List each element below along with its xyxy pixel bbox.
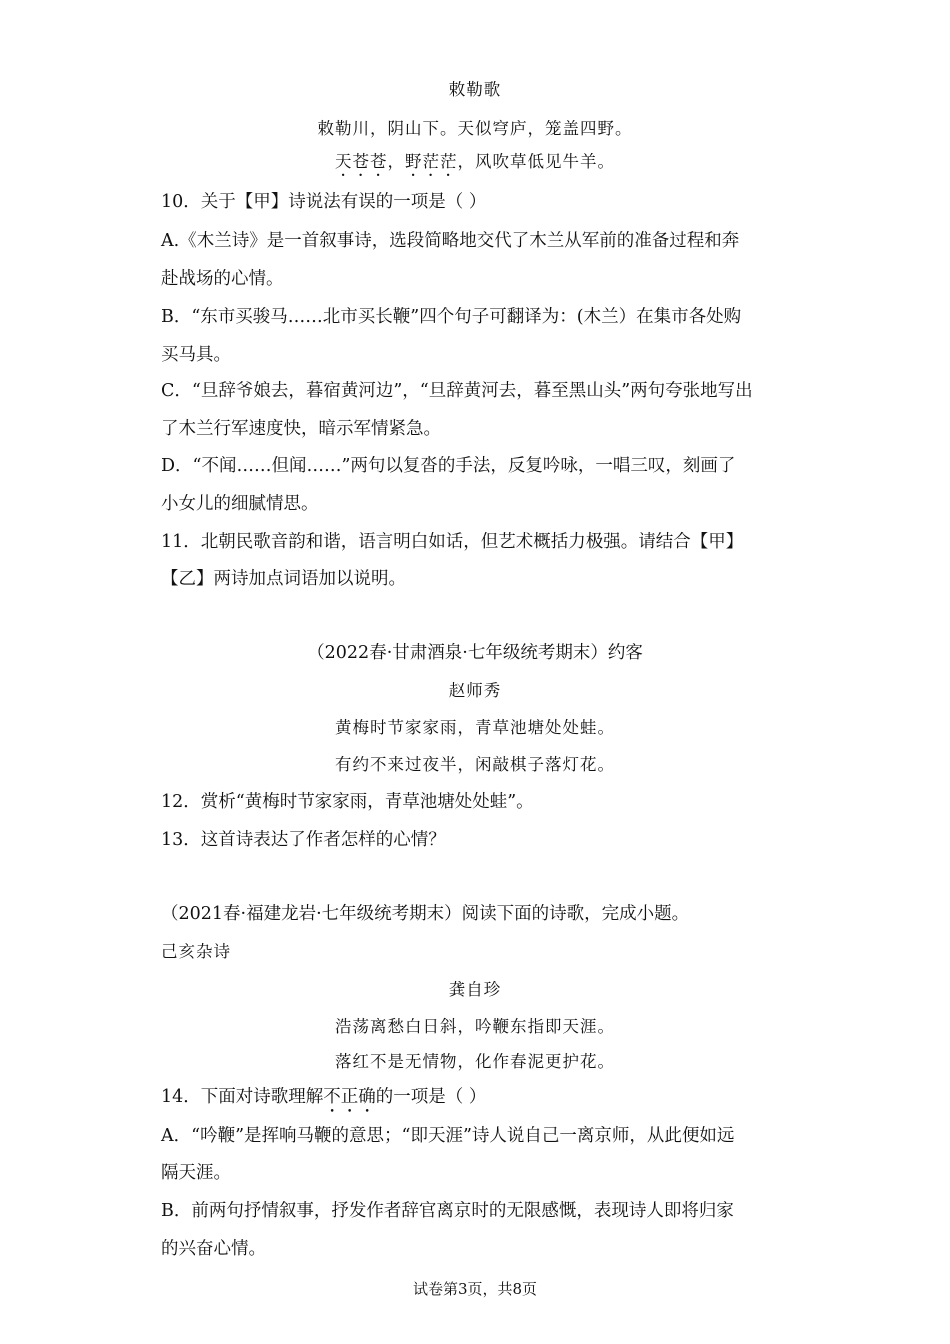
q10-option-a-cont: 赴战场的心情。 xyxy=(161,269,284,289)
poem-author-yueke: 赵师秀 xyxy=(448,681,502,700)
q13-stem: 13．这首诗表达了作者怎样的心情？ xyxy=(161,830,446,850)
q10-option-c-cont: 了木兰行军速度快，暗示军情紧急。 xyxy=(161,419,441,439)
q10-option-c: C．“旦辞爷娘去，暮宿黄河边”，“旦辞黄河去，暮至黑山头”两句夸张地写出 xyxy=(161,381,753,401)
q10-option-b-cont: 买马具。 xyxy=(161,345,231,365)
poem-author-jihai: 龚自珍 xyxy=(448,980,502,999)
text-rest: ，风吹草低见牛羊。 xyxy=(457,152,615,171)
poem-source-jihai: （2021春·福建龙岩·七年级统考期末）阅读下面的诗歌，完成小题。 xyxy=(161,904,690,924)
q11-stem-cont: 【乙】两诗加点词语加以说明。 xyxy=(161,569,406,589)
q10-stem: 10．关于【甲】诗说法有误的一项是（ ） xyxy=(161,192,487,212)
poem-line-1: 黄梅时节家家雨，青草池塘处处蛙。 xyxy=(335,718,615,737)
poem-line-1: 浩荡离愁白日斜，吟鞭东指即天涯。 xyxy=(335,1017,615,1036)
text-sep: ， xyxy=(387,152,405,171)
poem-line-1: 敕勒川，阴山下。天似穹庐，笼盖四野。 xyxy=(317,119,633,138)
poem-line-2 xyxy=(0,150,950,180)
q11-stem: 11．北朝民歌音韵和谐，语言明白如话，但艺术概括力极强。请结合【甲】 xyxy=(161,532,744,552)
poem-line-2: 落红不是无情物，化作春泥更护花。 xyxy=(335,1052,615,1071)
poem-title-chile: 敕勒歌 xyxy=(448,80,502,99)
poem-source-yueke: （2022春·甘肃酒泉·七年级统考期末）约客 xyxy=(307,643,643,663)
q14-option-b-cont: 的兴奋心情。 xyxy=(161,1239,266,1259)
q10-option-b: B．“东市买骏马……北市买长鞭”四个句子可翻译为：(木兰）在集市各处购 xyxy=(161,307,742,327)
q14-option-b: B．前两句抒情叙事，抒发作者辞官离京时的无限感慨，表现诗人即将归家 xyxy=(161,1201,734,1221)
dotted-word: 野茫茫 xyxy=(405,152,458,171)
poem-line-2: 有约不来过夜半，闲敲棋子落灯花。 xyxy=(335,755,615,774)
q14-stem xyxy=(161,1085,821,1117)
dotted-word: 天苍苍 xyxy=(335,152,388,171)
q14-stem-b: 的一项是（ ） xyxy=(375,1087,487,1107)
dotted-word: 不正确 xyxy=(323,1087,376,1107)
q14-option-a-cont: 隔天涯。 xyxy=(161,1163,231,1183)
q14-option-a: A．“吟鞭”是挥响马鞭的意思；“即天涯”诗人说自己一离京师，从此便如远 xyxy=(161,1126,735,1146)
q12-stem: 12．赏析“黄梅时节家家雨，青草池塘处处蛙”。 xyxy=(161,792,534,812)
q10-option-a: A.《木兰诗》是一首叙事诗，选段简略地交代了木兰从军前的准备过程和奔 xyxy=(161,231,740,251)
q14-stem-a: 14．下面对诗歌理解 xyxy=(161,1087,324,1107)
page-footer: 试卷第3页，共8页 xyxy=(412,1280,538,1298)
q10-option-d-cont: 小女儿的细腻情思。 xyxy=(161,494,319,514)
poem-title-jihai: 己亥杂诗 xyxy=(161,942,231,961)
q10-option-d: D．“不闻……但闻……”两句以复沓的手法，反复吟咏，一唱三叹，刻画了 xyxy=(161,456,736,476)
